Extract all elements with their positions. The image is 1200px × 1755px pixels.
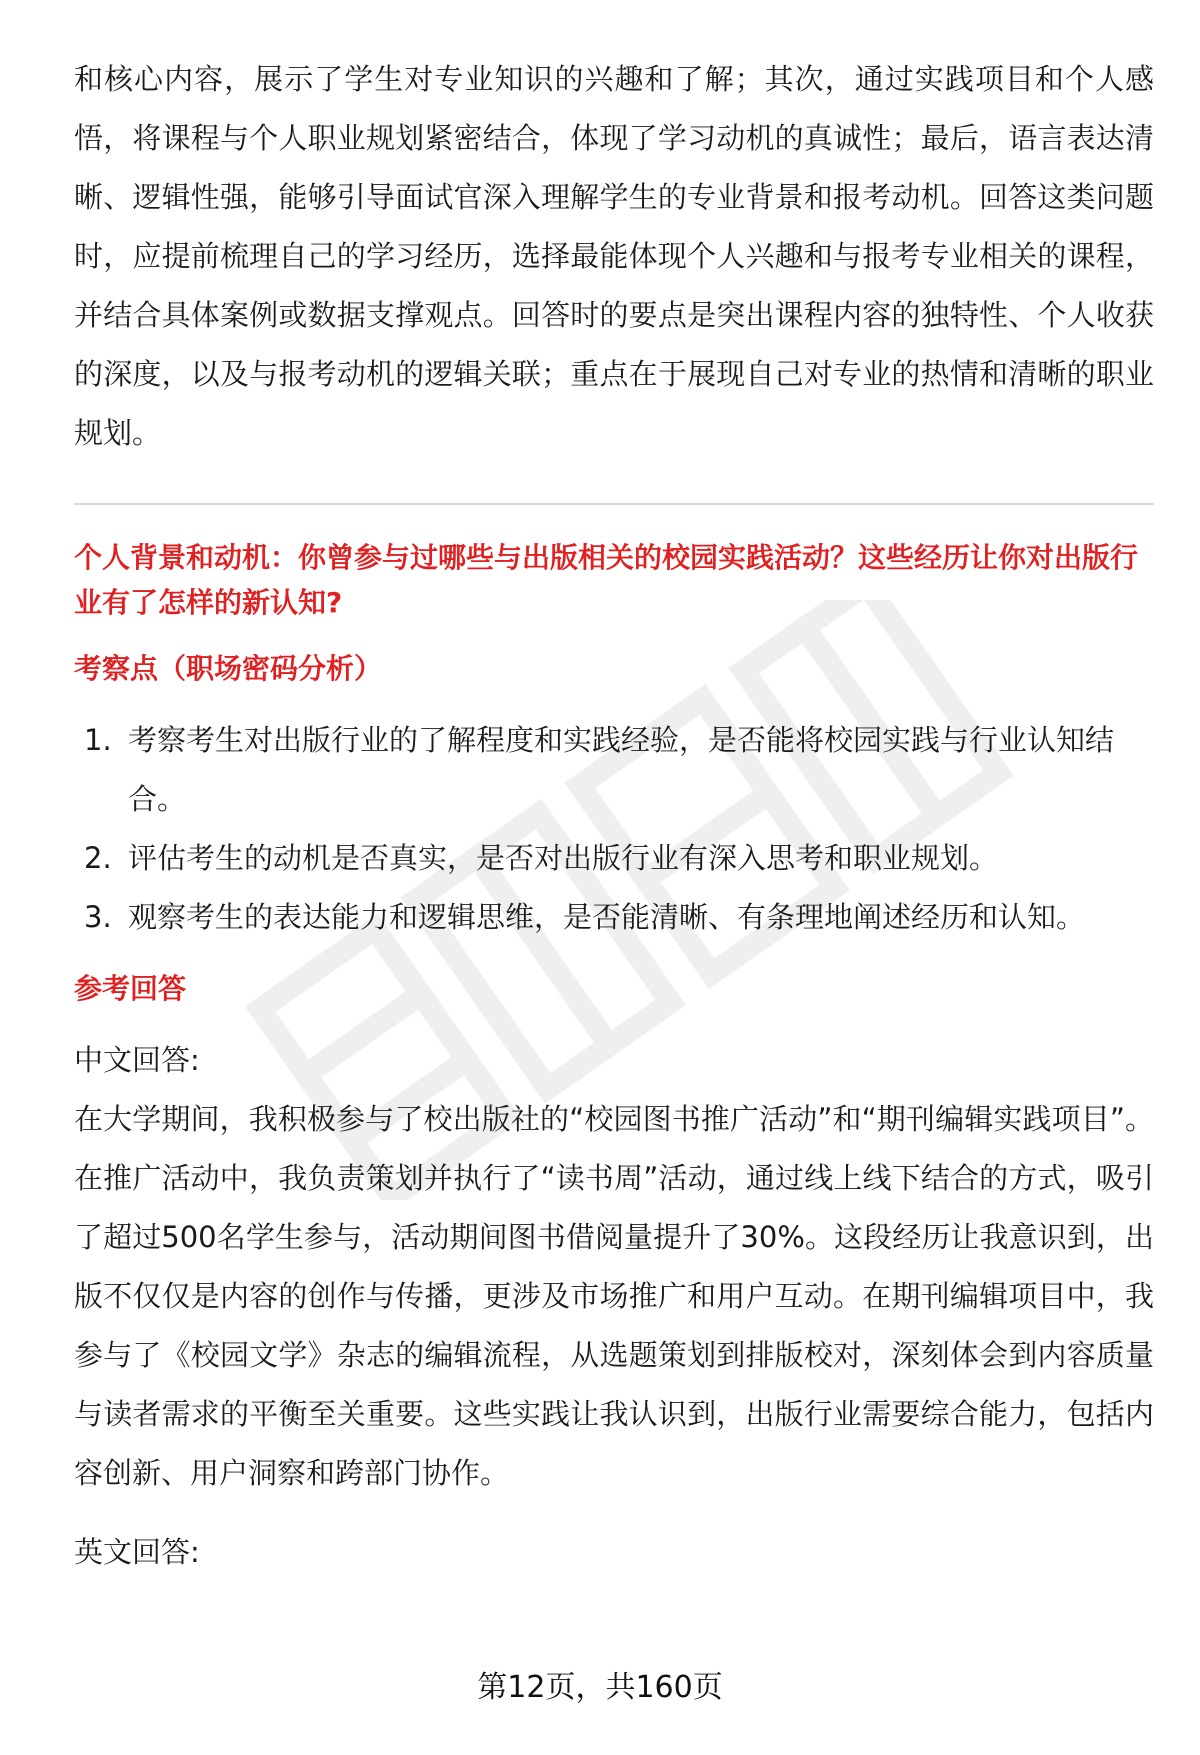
- list-item: [74, 888, 1154, 947]
- intro-paragraph: 和核心内容，展示了学生对专业知识的兴趣和了解；其次，通过实践项目和个人感悟，将课程与个人职业规划紧密结合，体现了学习动机的真诚性；最后，语言表达清晰、逻辑性强，能够引导面试官深入理解学生的专业背景和报考动机。回答这类问题时，应提前梳理自己的学习经历，选择最能体现个人兴趣和与报考专业相关的课程，并结合具体案例或数据支撑观点。回答时的要点是突出课程内容的独特性、个人收获的深度，以及与报考动机的逻辑关联；重点在于展现自己对专业的热情和清晰的职业规划。: [74, 62, 1154, 450]
- list-item-text: 观察考生的表达能力和逻辑思维，是否能清晰、有条理地阐述经历和认知。: [128, 900, 1086, 934]
- chinese-answer-label: 中文回答:: [74, 1043, 200, 1077]
- list-item: [74, 829, 1154, 888]
- list-number: 1.: [84, 723, 112, 757]
- assessment-list: [74, 711, 1154, 947]
- list-item: [74, 711, 1154, 829]
- section-divider: [74, 503, 1154, 505]
- list-item-text: 评估考生的动机是否真实，是否对出版行业有深入思考和职业规划。: [128, 841, 999, 875]
- list-item-text: 考察考生对出版行业的了解程度和实践经验，是否能将校园实践与行业认知结合。: [128, 723, 1115, 816]
- question-heading: 个人背景和动机：你曾参与过哪些与出版相关的校园实践活动？这些经历让你对出版行业有了怎样的新认知?: [74, 541, 1139, 619]
- page-footer: 第12页，共160页: [477, 1670, 723, 1705]
- document-page: [74, 50, 1154, 1582]
- list-number: 3.: [84, 900, 112, 934]
- english-answer-label: 英文回答:: [74, 1535, 200, 1569]
- answer-heading: 参考回答: [74, 972, 187, 1005]
- chinese-answer-text: 在大学期间，我积极参与了校出版社的“校园图书推广活动”和“期刊编辑实践项目”。在推广活动中，我负责策划并执行了“读书周”活动，通过线上线下结合的方式，吸引了超过500名学生参与，活动期间图书借阅量提升了30%。这段经历让我意识到，出版不仅仅是内容的创作与传播，更涉及市场推广和用户互动。在期刊编辑项目中，我参与了《校园文学》杂志的编辑流程，从选题策划到排版校对，深刻体会到内容质量与读者需求的平衡至关重要。这些实践让我认识到，出版行业需要综合能力，包括内容创新、用户洞察和跨部门协作。: [74, 1102, 1154, 1490]
- list-number: 2.: [84, 841, 112, 875]
- assessment-heading: 考察点（职场密码分析）: [74, 652, 383, 685]
